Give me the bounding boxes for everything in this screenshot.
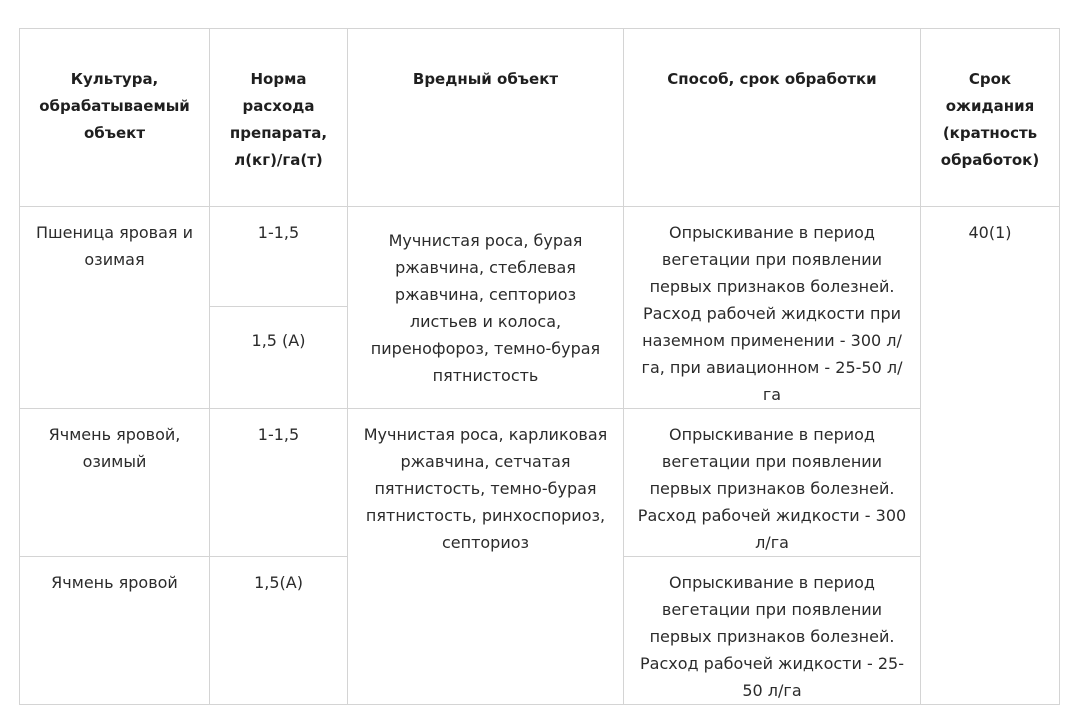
cell-rate-wheat-ground: 1-1,5 bbox=[210, 207, 348, 307]
table-header-row bbox=[20, 29, 1060, 207]
pesticide-table-container bbox=[19, 28, 1060, 705]
header-pest: Вредный объект bbox=[348, 29, 624, 207]
cell-method-barley-ground: Опрыскивание в период вегетации при появлении первых признаков болезней. Расход рабочей жидкости - 300 л/га bbox=[624, 409, 921, 557]
cell-rate-barley-ground: 1-1,5 bbox=[210, 409, 348, 557]
cell-pest-wheat: Мучнистая роса, бурая ржавчина, стеблевая ржавчина, септориоз листьев и колоса, пиренофороз, темно-бурая пятнистость bbox=[348, 207, 624, 409]
pesticide-application-table bbox=[19, 28, 1060, 705]
header-method: Способ, срок обработки bbox=[624, 29, 921, 207]
header-waiting-period: Срок ожидания (кратность обработок) bbox=[921, 29, 1060, 207]
cell-crop-barley-spring-winter: Ячмень яровой, озимый bbox=[20, 409, 210, 557]
cell-rate-wheat-aviation: 1,5 (А) bbox=[210, 307, 348, 409]
cell-waiting-period: 40(1) bbox=[921, 207, 1060, 705]
header-crop: Культура, обрабатываемый объект bbox=[20, 29, 210, 207]
cell-crop-barley-spring: Ячмень яровой bbox=[20, 557, 210, 705]
cell-method-barley-aviation: Опрыскивание в период вегетации при появлении первых признаков болезней. Расход рабочей жидкости - 25-50 л/га bbox=[624, 557, 921, 705]
cell-pest-barley: Мучнистая роса, карликовая ржавчина, сетчатая пятнистость, темно-бурая пятнистость, ринхоспориоз, септориоз bbox=[348, 409, 624, 705]
header-rate: Норма расхода препарата, л(кг)/га(т) bbox=[210, 29, 348, 207]
cell-crop-wheat: Пшеница яровая и озимая bbox=[20, 207, 210, 409]
cell-rate-barley-aviation: 1,5(А) bbox=[210, 557, 348, 705]
table-row bbox=[20, 409, 1060, 557]
table-row bbox=[20, 207, 1060, 307]
cell-method-wheat: Опрыскивание в период вегетации при появлении первых признаков болезней. Расход рабочей жидкости при наземном применении - 300 л/га, при авиационном - 25-50 л/га bbox=[624, 207, 921, 409]
